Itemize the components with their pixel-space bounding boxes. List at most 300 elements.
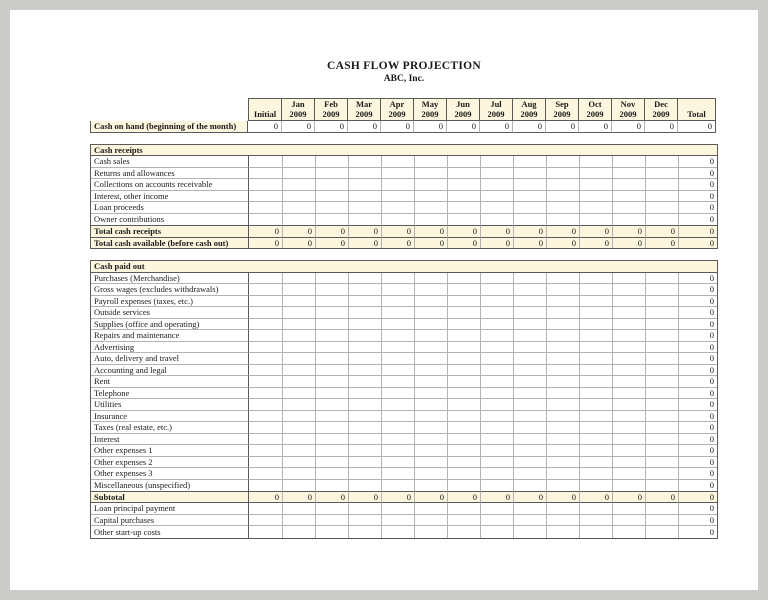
cell-nov <box>613 168 646 180</box>
cell-oct: 0 <box>580 237 613 249</box>
cell-sep: 0 <box>546 121 579 133</box>
row-label: Other expenses 1 <box>91 445 249 457</box>
cell-feb: 0 <box>316 237 349 249</box>
cell-initial: 0 <box>248 121 282 133</box>
cell-nov <box>613 296 646 308</box>
cell-may <box>415 156 448 168</box>
column-header-nov: Nov 2009 <box>612 98 645 121</box>
cell-dec <box>646 434 679 446</box>
cell-may <box>415 191 448 203</box>
cell-dec <box>646 422 679 434</box>
cell-nov: 0 <box>613 237 646 249</box>
row-label: Cash sales <box>91 156 249 168</box>
cell-jan <box>283 503 316 515</box>
cell-total: 0 <box>679 237 717 249</box>
cell-dec: 0 <box>646 491 679 503</box>
cell-oct <box>580 156 613 168</box>
cell-may <box>415 365 448 377</box>
cell-jul <box>481 445 514 457</box>
cell-aug <box>514 388 547 400</box>
cell-jan <box>283 202 316 214</box>
cell-initial <box>249 319 283 331</box>
cell-apr <box>382 376 415 388</box>
cell-total: 0 <box>709 214 715 225</box>
cell-jun <box>448 319 481 331</box>
cell-apr <box>382 330 415 342</box>
row-label: Taxes (real estate, etc.) <box>91 422 249 434</box>
cell-total: 0 <box>679 388 717 400</box>
cell-initial <box>249 307 283 319</box>
cell-feb <box>316 156 349 168</box>
cell-oct <box>580 503 613 515</box>
cell-jul <box>481 168 514 180</box>
row-outside-services <box>91 307 717 319</box>
cell-mar <box>349 399 382 411</box>
cell-jun <box>448 296 481 308</box>
cell-total: 0 <box>679 422 717 434</box>
cell-mar <box>349 179 382 191</box>
spreadsheet-page <box>10 10 758 590</box>
cell-nov <box>613 202 646 214</box>
cell-dec <box>646 307 679 319</box>
cell-apr <box>382 319 415 331</box>
cell-jul: 0 <box>481 491 514 503</box>
cell-apr: 0 <box>382 237 415 249</box>
cell-initial <box>249 353 283 365</box>
cell-jun <box>448 388 481 400</box>
cell-initial <box>249 273 283 285</box>
cell-jun <box>448 411 481 423</box>
cell-may <box>415 526 448 538</box>
cell-initial <box>249 445 283 457</box>
cell-sep: 0 <box>547 225 580 237</box>
cell-feb <box>316 376 349 388</box>
cell-apr <box>382 353 415 365</box>
cell-jul <box>481 330 514 342</box>
cell-mar <box>349 376 382 388</box>
cell-aug <box>514 191 547 203</box>
cell-initial <box>249 468 283 480</box>
cell-dec <box>646 179 679 191</box>
cell-oct <box>580 388 613 400</box>
header-corner-spacer <box>90 98 248 121</box>
cell-jun <box>448 515 481 527</box>
cell-nov <box>613 284 646 296</box>
cell-aug <box>514 503 547 515</box>
cell-jan <box>283 168 316 180</box>
cell-aug <box>514 273 547 285</box>
cell-oct <box>580 168 613 180</box>
cell-sep <box>547 353 580 365</box>
cell-apr <box>382 526 415 538</box>
cell-may <box>415 214 448 226</box>
row-interest <box>91 434 717 446</box>
row-label: Telephone <box>91 388 249 400</box>
cell-total: 0 <box>679 376 717 388</box>
cell-jul: 0 <box>481 237 514 249</box>
cell-nov <box>613 480 646 492</box>
cell-dec <box>646 411 679 423</box>
cell-nov <box>613 422 646 434</box>
cell-mar <box>349 273 382 285</box>
cell-apr <box>382 191 415 203</box>
cell-jul <box>481 515 514 527</box>
cell-sep <box>547 445 580 457</box>
cell-dec <box>646 365 679 377</box>
cell-sep <box>547 284 580 296</box>
cell-nov <box>613 434 646 446</box>
cell-dec <box>646 330 679 342</box>
cell-dec <box>646 202 679 214</box>
cell-apr <box>382 179 415 191</box>
report-title: CASH FLOW PROJECTION <box>326 60 482 72</box>
cell-sep <box>547 480 580 492</box>
cell-sep <box>547 342 580 354</box>
column-header-dec: Dec 2009 <box>645 98 678 121</box>
cell-sep <box>547 365 580 377</box>
cell-feb <box>316 342 349 354</box>
month-header <box>90 98 716 121</box>
cell-nov <box>613 503 646 515</box>
row-other-expenses-1 <box>91 445 717 457</box>
cell-apr <box>382 284 415 296</box>
cell-apr <box>382 273 415 285</box>
cell-initial <box>249 342 283 354</box>
cell-may <box>415 434 448 446</box>
cell-jun <box>448 156 481 168</box>
column-header-sep: Sep 2009 <box>546 98 579 121</box>
cell-aug <box>514 445 547 457</box>
cell-mar: 0 <box>348 121 381 133</box>
cell-total: 0 <box>679 515 717 527</box>
row-label: Supplies (office and operating) <box>91 319 249 331</box>
cell-initial: 0 <box>249 237 283 249</box>
cell-jun <box>448 468 481 480</box>
cell-jul <box>481 191 514 203</box>
cell-aug <box>514 411 547 423</box>
cell-aug <box>514 515 547 527</box>
cell-aug <box>514 526 547 538</box>
column-header-total: Total <box>678 98 716 121</box>
cell-aug: 0 <box>513 121 546 133</box>
cell-mar <box>349 411 382 423</box>
cell-jul <box>481 480 514 492</box>
cell-jan <box>283 376 316 388</box>
cell-oct: 0 <box>580 491 613 503</box>
cell-dec <box>646 168 679 180</box>
cell-jun <box>448 168 481 180</box>
cell-may <box>415 330 448 342</box>
cell-jan: 0 <box>283 225 316 237</box>
cell-dec: 0 <box>645 121 678 133</box>
row-label: Auto, delivery and travel <box>91 353 249 365</box>
cell-initial <box>249 388 283 400</box>
cell-jan <box>283 515 316 527</box>
cell-oct <box>580 202 613 214</box>
cell-dec <box>646 319 679 331</box>
cell-oct <box>580 353 613 365</box>
row-loan-principal-payment <box>91 503 717 515</box>
cell-initial <box>249 480 283 492</box>
cell-total: 0 <box>679 365 717 377</box>
cell-initial <box>249 202 283 214</box>
cell-dec: 0 <box>646 237 679 249</box>
cell-may <box>415 399 448 411</box>
cell-feb <box>316 457 349 469</box>
cell-nov <box>613 353 646 365</box>
cell-may <box>415 307 448 319</box>
row-label: Outside services <box>91 307 249 319</box>
cell-may: 0 <box>415 225 448 237</box>
cell-apr <box>382 468 415 480</box>
cell-may <box>415 457 448 469</box>
cell-apr <box>382 202 415 214</box>
cell-dec <box>646 445 679 457</box>
cell-jul <box>481 296 514 308</box>
cell-jul <box>481 353 514 365</box>
cell-oct <box>580 422 613 434</box>
row-label: Interest, other income <box>91 191 249 203</box>
row-miscellaneous-unspecified <box>91 480 717 492</box>
cell-jul <box>481 388 514 400</box>
cell-aug <box>514 168 547 180</box>
cell-feb <box>316 284 349 296</box>
cell-may <box>415 342 448 354</box>
cell-nov <box>613 156 646 168</box>
cell-jan <box>283 388 316 400</box>
cell-aug <box>514 319 547 331</box>
cell-total: 0 <box>679 225 717 237</box>
cell-jan <box>283 353 316 365</box>
cell-may <box>415 179 448 191</box>
cell-jan <box>283 342 316 354</box>
row-label: Purchases (Merchandise) <box>91 273 249 285</box>
cell-total: 0 <box>679 342 717 354</box>
row-cash-sales <box>91 156 717 168</box>
row-label: Cash on hand (beginning of the month) <box>90 121 248 133</box>
cell-feb <box>316 296 349 308</box>
cell-total: 0 <box>679 319 717 331</box>
cell-may <box>415 480 448 492</box>
cell-may <box>415 503 448 515</box>
cell-nov <box>613 388 646 400</box>
cell-sep <box>547 468 580 480</box>
cell-dec: 0 <box>646 225 679 237</box>
cell-dec <box>646 191 679 203</box>
cell-jan <box>283 307 316 319</box>
row-label: Returns and allowances <box>91 168 249 180</box>
cell-mar <box>349 156 382 168</box>
cell-apr: 0 <box>382 491 415 503</box>
cell-total: 0 <box>679 411 717 423</box>
cell-feb <box>316 273 349 285</box>
cell-jun <box>448 376 481 388</box>
cell-jan <box>283 273 316 285</box>
row-label: Interest <box>91 434 249 446</box>
cell-mar <box>349 342 382 354</box>
cell-nov <box>613 319 646 331</box>
section-header-cash-paid-out <box>91 261 717 273</box>
cell-jan: 0 <box>283 491 316 503</box>
cell-nov <box>613 445 646 457</box>
cell-feb <box>316 526 349 538</box>
cell-dec <box>646 457 679 469</box>
cell-jun <box>448 434 481 446</box>
cell-oct <box>580 319 613 331</box>
cell-mar <box>349 515 382 527</box>
cell-jul: 0 <box>480 121 513 133</box>
cell-total: 0 <box>679 156 717 168</box>
cell-total: 0 <box>709 480 715 491</box>
cell-nov <box>613 191 646 203</box>
cell-feb <box>316 168 349 180</box>
cell-jan <box>283 526 316 538</box>
row-total-cash-available-before-cash-out <box>91 237 717 249</box>
cell-initial <box>249 503 283 515</box>
cell-jun <box>448 353 481 365</box>
row-label: Other start-up costs <box>91 526 249 538</box>
cell-dec <box>646 468 679 480</box>
cell-dec <box>646 399 679 411</box>
cell-nov <box>613 411 646 423</box>
cell-jun: 0 <box>447 121 480 133</box>
section-header-cash-receipts <box>91 145 717 157</box>
cell-oct <box>580 526 613 538</box>
cell-aug <box>514 353 547 365</box>
cell-oct <box>580 434 613 446</box>
cell-oct <box>580 273 613 285</box>
cell-aug <box>514 468 547 480</box>
column-header-initial: Initial <box>248 98 282 121</box>
row-accounting-and-legal <box>91 365 717 377</box>
cell-sep <box>547 411 580 423</box>
cell-feb <box>316 307 349 319</box>
row-label: Other expenses 2 <box>91 457 249 469</box>
cell-oct: 0 <box>579 121 612 133</box>
cell-feb <box>316 202 349 214</box>
cell-mar <box>349 422 382 434</box>
cell-jun <box>448 457 481 469</box>
cell-apr <box>382 399 415 411</box>
cell-sep <box>547 526 580 538</box>
cell-nov <box>613 526 646 538</box>
cell-mar <box>349 445 382 457</box>
cell-jul <box>481 214 514 226</box>
cell-jul <box>481 202 514 214</box>
column-header-row <box>90 98 716 121</box>
cell-apr <box>382 214 415 226</box>
cell-mar <box>349 214 382 226</box>
cell-jan <box>283 191 316 203</box>
cell-jul <box>481 319 514 331</box>
cell-oct <box>580 399 613 411</box>
cell-aug <box>514 480 547 492</box>
row-utilities <box>91 399 717 411</box>
cell-feb <box>316 399 349 411</box>
cell-oct <box>580 411 613 423</box>
cell-jul <box>481 156 514 168</box>
column-header-jan: Jan 2009 <box>282 98 315 121</box>
cell-oct <box>580 214 613 226</box>
cell-sep <box>547 503 580 515</box>
cell-jun: 0 <box>448 225 481 237</box>
cell-apr: 0 <box>381 121 414 133</box>
cell-feb <box>316 515 349 527</box>
cash-paid-out-rows <box>91 261 717 538</box>
cell-jul <box>481 273 514 285</box>
cell-jul <box>481 179 514 191</box>
cell-jul <box>481 434 514 446</box>
cell-aug <box>514 330 547 342</box>
cell-may <box>415 319 448 331</box>
cell-jul <box>481 457 514 469</box>
cell-feb <box>316 503 349 515</box>
cell-dec <box>646 296 679 308</box>
row-collections-on-accounts-receivable <box>91 179 717 191</box>
cell-dec <box>646 388 679 400</box>
column-header-may: May 2009 <box>414 98 447 121</box>
row-label: Owner contributions <box>91 214 249 226</box>
cell-oct <box>580 365 613 377</box>
cell-total: 0 <box>679 468 717 480</box>
cell-may: 0 <box>414 121 447 133</box>
cell-may: 0 <box>415 237 448 249</box>
cell-jan <box>283 445 316 457</box>
cell-apr <box>382 156 415 168</box>
row-payroll-expenses-taxes-etc <box>91 296 717 308</box>
cell-total: 0 <box>679 168 717 180</box>
row-returns-and-allowances <box>91 168 717 180</box>
cell-mar: 0 <box>349 237 382 249</box>
cell-jul <box>481 342 514 354</box>
cell-jun <box>448 273 481 285</box>
cell-jan: 0 <box>283 237 316 249</box>
cell-initial <box>249 399 283 411</box>
cell-mar <box>349 434 382 446</box>
cell-aug <box>514 156 547 168</box>
cell-apr <box>382 365 415 377</box>
cell-nov <box>613 342 646 354</box>
cell-jun <box>448 330 481 342</box>
cell-nov <box>613 179 646 191</box>
cell-total: 0 <box>679 445 717 457</box>
row-supplies-office-and-operating <box>91 319 717 331</box>
cell-mar <box>349 191 382 203</box>
cell-jun <box>448 445 481 457</box>
cell-feb <box>316 468 349 480</box>
cell-dec <box>646 480 679 492</box>
cell-aug <box>514 296 547 308</box>
cell-oct <box>580 296 613 308</box>
row-advertising <box>91 342 717 354</box>
cell-apr <box>382 296 415 308</box>
cell-mar <box>349 168 382 180</box>
cell-jul <box>481 411 514 423</box>
cell-jul <box>481 526 514 538</box>
cell-jan <box>283 434 316 446</box>
cell-apr <box>382 388 415 400</box>
cell-jul <box>481 422 514 434</box>
section-title: Cash paid out <box>91 261 717 273</box>
cell-oct <box>580 330 613 342</box>
cell-jul <box>481 399 514 411</box>
cell-jun <box>448 480 481 492</box>
cell-mar <box>349 353 382 365</box>
cell-aug <box>514 365 547 377</box>
cash-on-hand-rows <box>90 121 716 133</box>
cell-feb <box>316 480 349 492</box>
cell-jan <box>283 411 316 423</box>
